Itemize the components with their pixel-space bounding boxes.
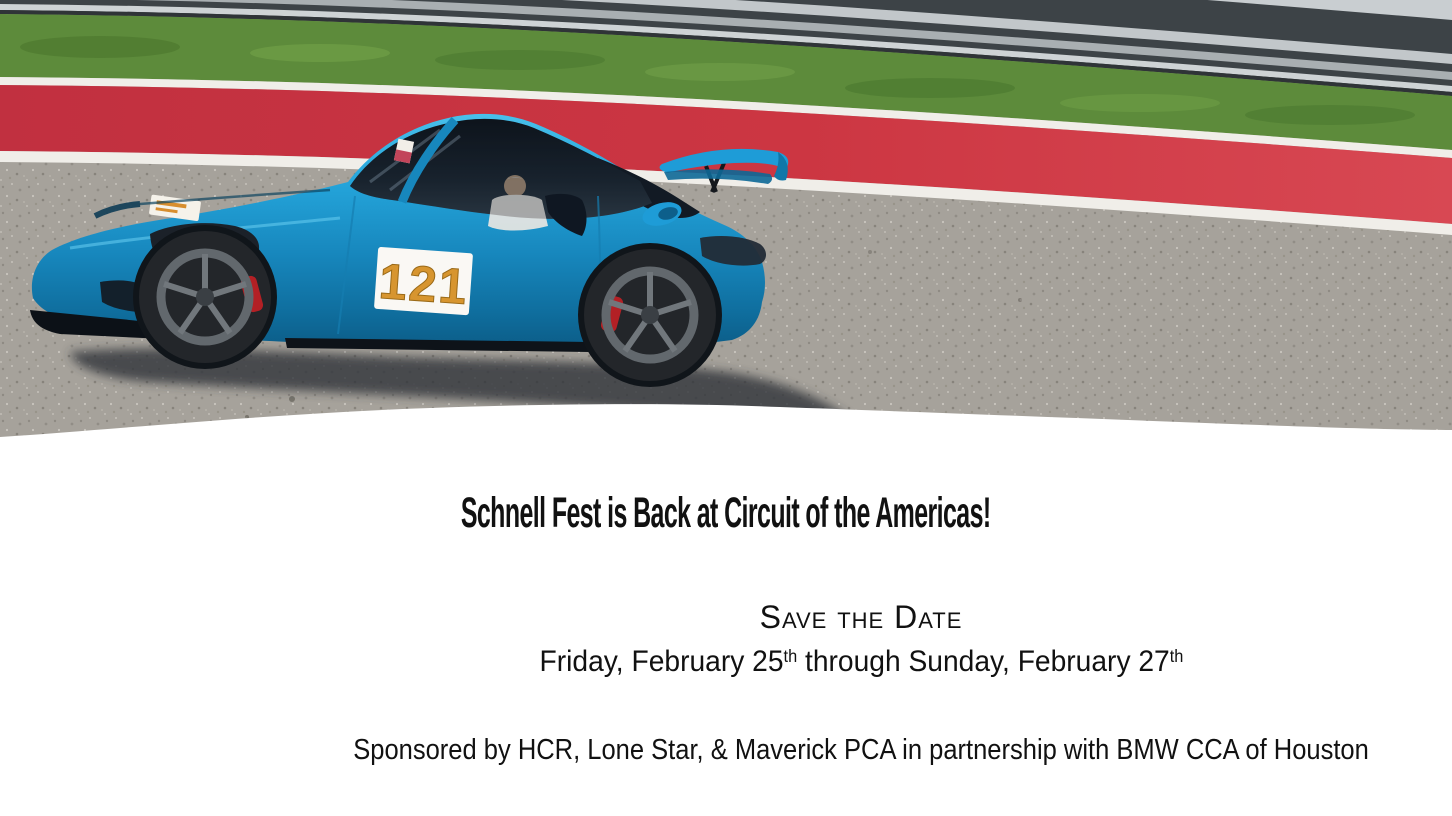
- sponsor-text: Sponsored by HCR, Lone Star, & Maverick PCA in partnership with BMW CCA of Houston: [353, 734, 1369, 766]
- rear-wheel: [578, 243, 722, 387]
- event-dates: [270, 645, 1452, 679]
- number-plate: [374, 247, 473, 315]
- headline-text: Schnell Fest is Back at Circuit of the Americas!: [461, 489, 991, 537]
- event-dates-text: Friday, February 25th through Sunday, February 27th: [539, 645, 1183, 678]
- front-wheel: [133, 225, 277, 369]
- car-number: 121: [377, 253, 471, 316]
- save-the-date: Save the Date: [759, 599, 963, 635]
- sponsor-line: [270, 734, 1452, 767]
- ordinal-suffix: th: [1169, 646, 1183, 667]
- headline: [0, 489, 1452, 538]
- ordinal-suffix: th: [783, 646, 797, 667]
